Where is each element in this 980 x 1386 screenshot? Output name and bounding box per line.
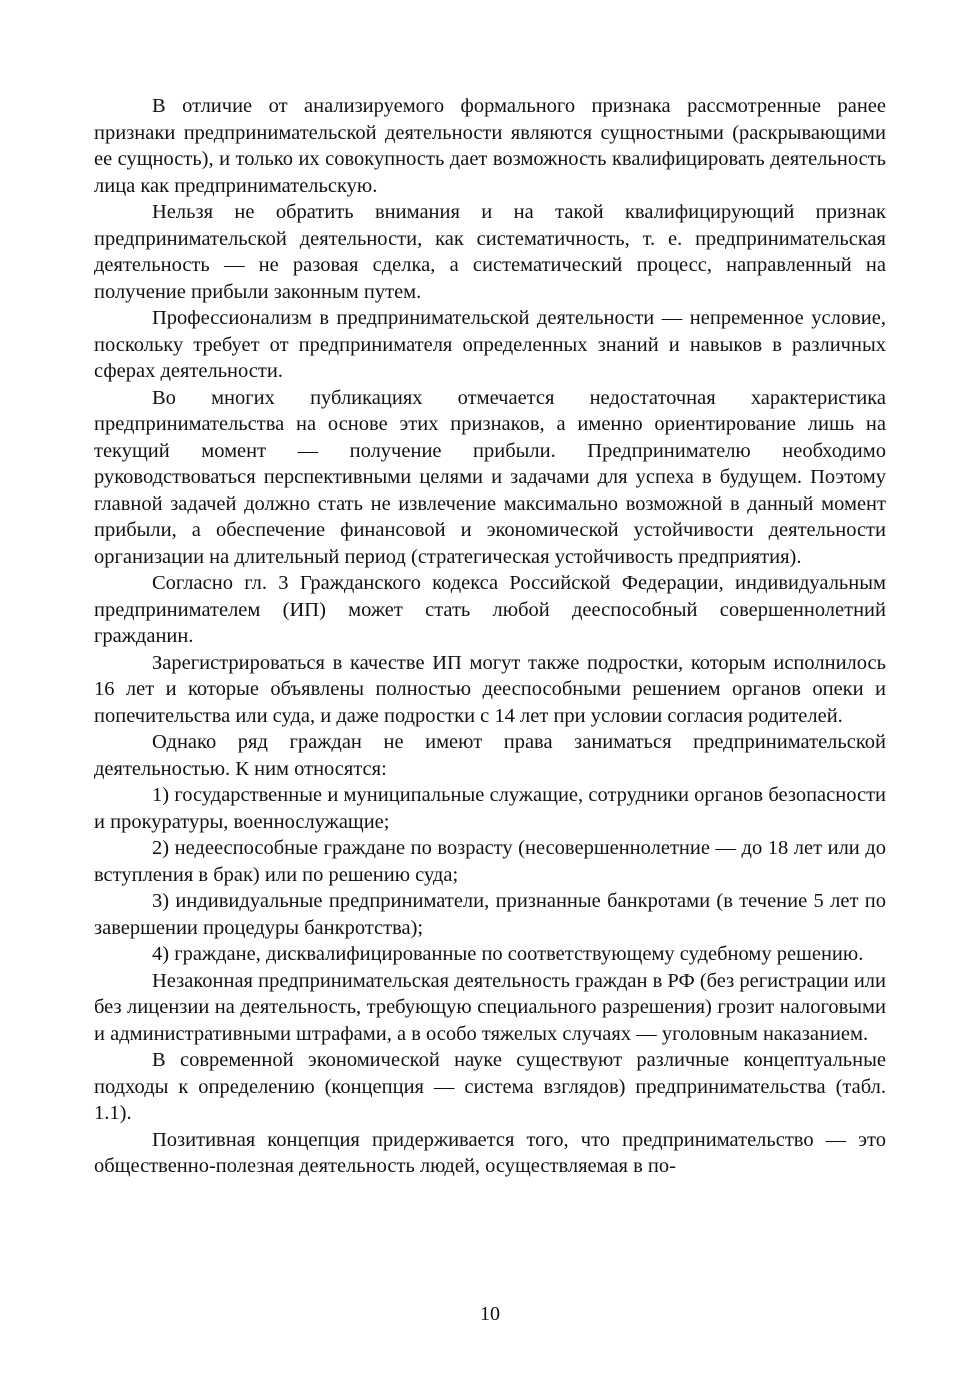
page-body — [94, 93, 886, 1180]
list-item-2: 2) недееспособные граждане по возрасту (несовершеннолетние — до 18 лет или до вступления в брак) или по решению суда; — [94, 837, 886, 886]
paragraph-formal-feature: В отличие от анализируемого формального признака рассмотренные ранее признаки предпринимательской деятельности являются сущностными (раскрывающими ее сущность), и только их совокупность дает возможность квалифицировать деятельность лица как предпринимательскую. — [94, 95, 886, 197]
paragraph-illegal: Незаконная предпринимательская деятельность граждан в РФ (без регистрации или без лицензии на деятельность, требующую специального разрешения) грозит налоговыми и административными штрафами, а в особо тяжелых случаях — уголовным наказанием. — [94, 969, 886, 1045]
paragraph-systematic: Нельзя не обратить внимания и на такой квалифицирующий признак предпринимательской деятельности, как систематичность, т. е. предпринимательская деятельность — не разовая сделка, а систематический процесс, направленный на получение прибыли законным путем. — [94, 201, 886, 303]
page-number: 10 — [480, 1303, 500, 1325]
paragraph-concepts: В современной экономической науке существуют различные концептуальные подходы к определению (концепция — система взглядов) предпринимательства (табл. 1.1). — [94, 1049, 886, 1124]
list-item-4: 4) граждане, дисквалифицированные по соответствующему судебному решению. — [152, 943, 864, 965]
paragraph-teenagers: Зарегистрироваться в качестве ИП могут также подростки, которым исполнилось 16 лет и которые объявлены полностью дееспособными решением органов опеки и попечительства или суда, и даже подростки с 14 лет при условии согласия родителей. — [94, 651, 886, 727]
paragraph-positive-concept: Позитивная концепция придерживается того, что предпринимательство — это общественно-полезная деятельность людей, осуществляемая в по- — [94, 1128, 886, 1177]
paragraph-publications: Во многих публикациях отмечается недостаточная характеристика предпринимательства на основе этих признаков, а именно ориентирование лишь на текущий момент — получение прибыли. Предпринимателю необходимо руководствоваться перспективными целями и задачами для успеха в будущем. Поэтому главной задачей должно стать не извлечение максимально возможной в данный момент прибыли, а обеспечение финансовой и экономической устойчивости деятельности организации на длительный период (стратегическая устойчивость предприятия). — [94, 386, 886, 568]
paragraph-professionalism: Профессионализм в предпринимательской деятельности — непременное условие, поскольку требует от предпринимателя определенных знаний и навыков в различных сферах деятельности. — [94, 307, 886, 382]
list-item-3: 3) индивидуальные предприниматели, признанные банкротами (в течение 5 лет по завершении процедуры банкротства); — [94, 890, 886, 939]
list-item-1: 1) государственные и муниципальные служащие, сотрудники органов безопасности и прокуратуры, военнослужащие; — [94, 784, 886, 833]
paragraph-restrictions: Однако ряд граждан не имеют права заниматься предпринимательской деятельностью. К ним относятся: — [94, 731, 886, 780]
paragraph-civil-code: Согласно гл. 3 Гражданского кодекса Российской Федерации, индивидуальным предпринимателем (ИП) может стать любой дееспособный совершеннолетний гражданин. — [94, 572, 886, 647]
